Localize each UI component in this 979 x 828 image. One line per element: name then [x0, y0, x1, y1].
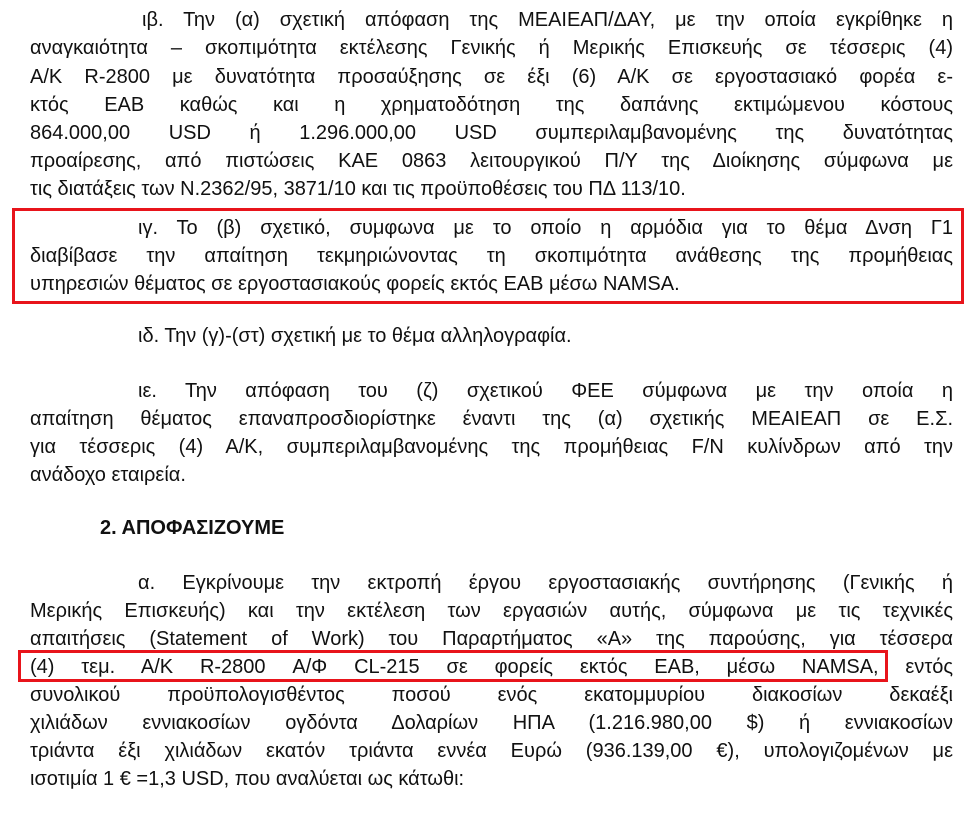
paragraph-ib-line-2: αναγκαιότητα – σκοπιμότητα εκτέλεσης Γενικής ή Μερικής Επισκευής σε τέσσερις (4) — [30, 37, 953, 59]
paragraph-ie-line-3: για τέσσερις (4) Α/Κ, συμπεριλαμβανομένης της προμήθειας F/N κυλίνδρων από την — [30, 436, 953, 458]
paragraph-ib-line-7: τις διατάξεις των Ν.2362/95, 3871/10 και τις προϋποθέσεις του ΠΔ 113/10. — [30, 178, 686, 200]
paragraph-a-line-3: απαιτήσεις (Statement of Work) του Παραρτήματος «Α» της παρούσης, για τέσσερα — [30, 628, 953, 650]
paragraph-ie-line-1: ιε. Την απόφαση του (ζ) σχετικού ΦΕΕ σύμφωνα με την οποία η — [138, 380, 953, 402]
paragraph-ib-line-5: 864.000,00 USD ή 1.296.000,00 USD συμπεριλαμβανομένης της δυνατότητας — [30, 122, 953, 144]
paragraph-ib-line-1: ιβ. Την (α) σχετική απόφαση της ΜΕΑΙΕΑΠ/ΔΑΥ, με την οποία εγκρίθηκε η — [142, 9, 953, 31]
paragraph-ig-line-2: διαβίβασε την απαίτηση τεκμηριώνοντας τη σκοπιμότητα ανάθεσης της προμήθειας — [30, 245, 953, 267]
paragraph-ig-line-1: ιγ. Το (β) σχετικό, συμφωνα με το οποίο η αρμόδια για το θέμα Δνση Γ1 — [138, 217, 953, 239]
paragraph-ig-line-3: υπηρεσιών θέματος σε εργοστασιακούς φορείς εκτός ΕΑΒ μέσω NAMSA. — [30, 273, 680, 295]
paragraph-ib-line-4: κτός ΕΑΒ καθώς και η χρηματοδότηση της δαπάνης εκτιμώμενου κόστους — [30, 94, 953, 116]
paragraph-ie-line-2: απαίτηση θέματος επαναπροσδιορίστηκε έναντι της (α) σχετικής ΜΕΑΙΕΑΠ σε Ε.Σ. — [30, 408, 953, 430]
highlight-box-paragraph-ig — [12, 208, 964, 304]
paragraph-a-line-1: α. Εγκρίνουμε την εκτροπή έργου εργοστασιακής συντήρησης (Γενικής ή — [138, 572, 953, 594]
paragraph-ie-line-4: ανάδοχο εταιρεία. — [30, 464, 186, 486]
paragraph-ib-line-6: προαίρεσης, από πιστώσεις ΚΑΕ 0863 λειτουργικού Π/Υ της Διοίκησης σύμφωνα με — [30, 150, 953, 172]
section-heading-apofasizoume: 2. ΑΠΟΦΑΣΙΖΟΥΜΕ — [100, 517, 285, 539]
paragraph-a-line-7: τριάντα έξι χιλιάδων εκατόν τριάντα εννέα Ευρώ (936.139,00 €), υπολογιζομένων με — [30, 740, 953, 762]
paragraph-id-line-1: ιδ. Την (γ)-(στ) σχετική με το θέμα αλληλογραφία. — [138, 325, 572, 347]
paragraph-a-line-8: ισοτιμία 1 € =1,3 USD, που αναλύεται ως κάτωθι: — [30, 768, 465, 790]
paragraph-a-line-4: (4) τεμ. Α/Κ R-2800 Α/Φ CL-215 σε φορείς εκτός ΕΑΒ, μέσω NAMSA, εντός — [30, 656, 953, 678]
paragraph-a-line-5: συνολικού προϋπολογισθέντος ποσού ενός εκατομμυρίου διακοσίων δεκαέξι — [30, 684, 953, 706]
paragraph-ib-line-3: Α/Κ R-2800 με δυνατότητα προσαύξησης σε έξι (6) Α/Κ σε εργοστασιακό φορέα ε- — [30, 66, 953, 88]
highlight-box-namsa-phrase — [18, 650, 888, 682]
paragraph-a-line-2: Μερικής Επισκευής) και την εκτέλεση των εργασιών αυτής, σύμφωνα με τις τεχνικές — [30, 600, 953, 622]
paragraph-a-line-6: χιλιάδων εννιακοσίων ογδόντα Δολαρίων ΗΠΑ (1.216.980,00 $) ή εννιακοσίων — [30, 712, 953, 734]
